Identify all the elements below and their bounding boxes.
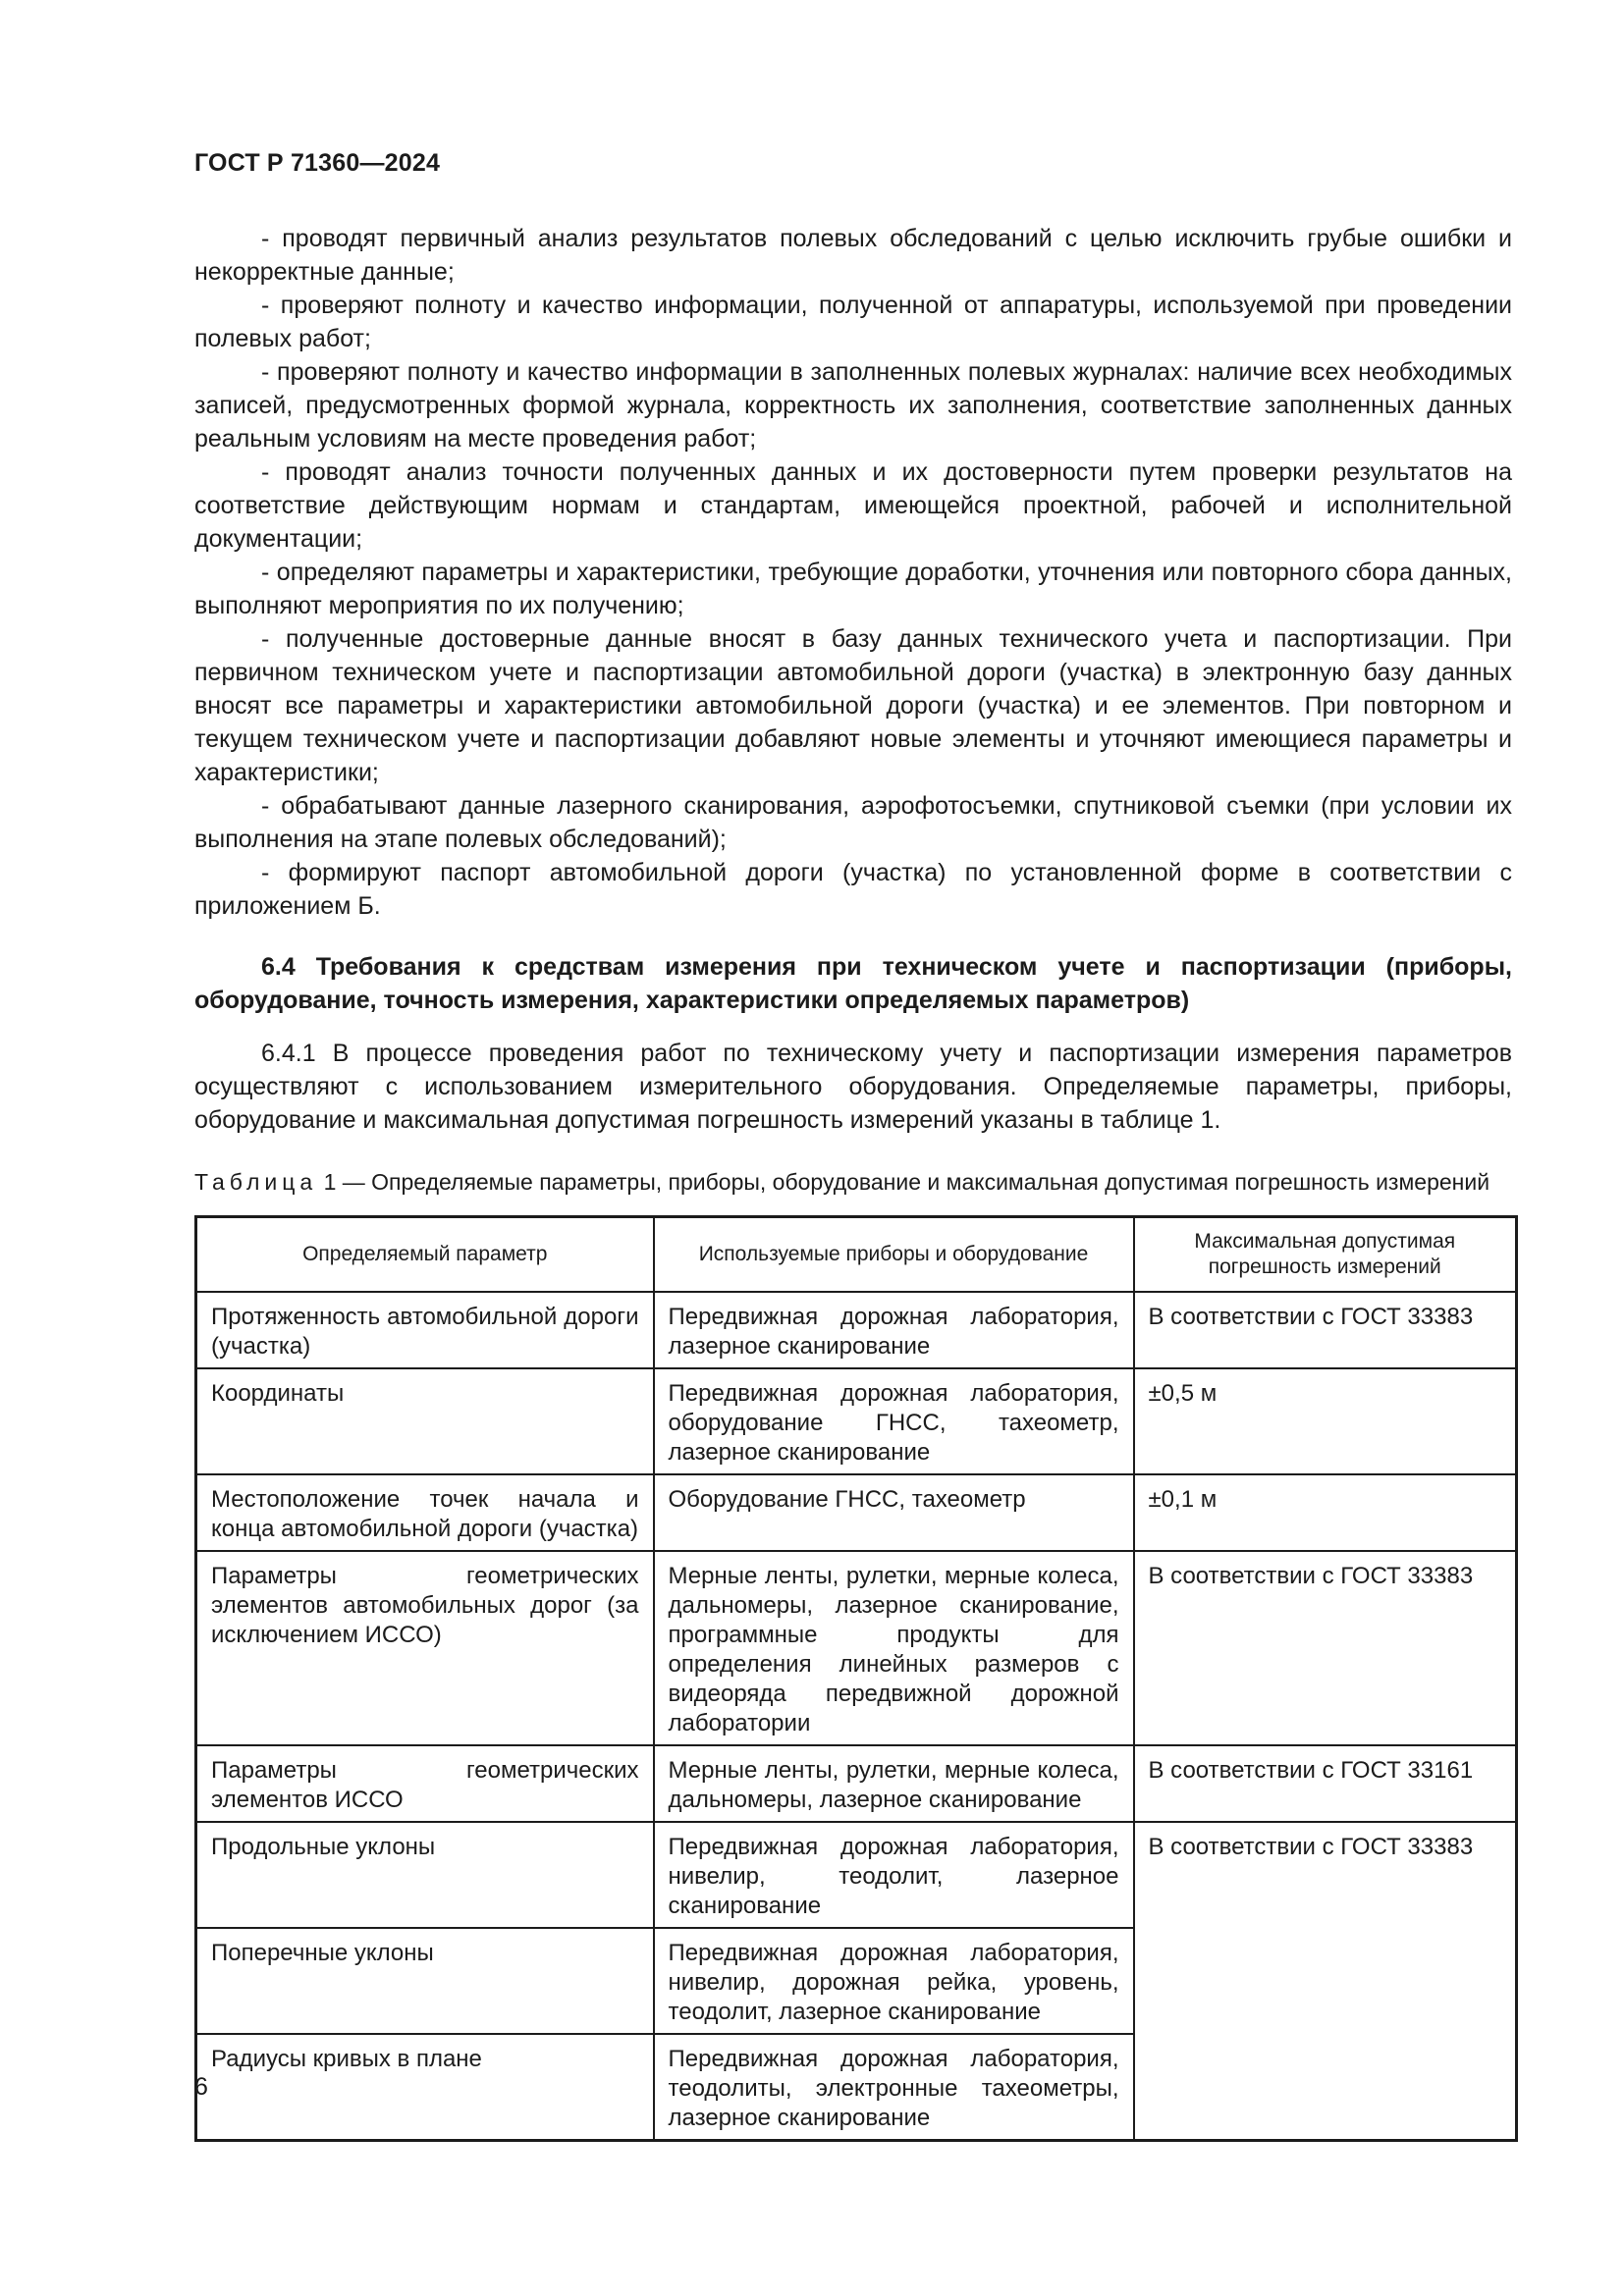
cell-equipment: Мерные ленты, рулетки, мерные колеса, дальномеры, лазерное сканирование, программные продукты для определения линейных размеров с видеоряда передвижной дорожной лаборатории bbox=[654, 1551, 1134, 1745]
cell-equipment: Оборудование ГНСС, тахеометр bbox=[654, 1474, 1134, 1551]
cell-accuracy: ±0,5 м bbox=[1134, 1368, 1517, 1474]
table-row bbox=[196, 1745, 1517, 1822]
page-number: 6 bbox=[194, 2073, 208, 2101]
table-row bbox=[196, 1368, 1517, 1474]
cell-accuracy: В соответствии с ГОСТ 33161 bbox=[1134, 1745, 1517, 1822]
list-item: - формируют паспорт автомобильной дороги (участка) по установленной форме в соответствии с приложением Б. bbox=[194, 859, 1512, 920]
cell-accuracy: ±0,1 м bbox=[1134, 1474, 1517, 1551]
document-header: ГОСТ Р 71360—2024 bbox=[194, 149, 441, 177]
list-item: - проводят первичный анализ результатов полевых обследований с целью исключить грубые ошибки и некорректные данные; bbox=[194, 225, 1512, 286]
section-heading: 6.4 Требования к средствам измерения при техническом учете и паспортизации (приборы, оборудование, точность измерения, характеристики определяемых параметров) bbox=[194, 953, 1512, 1014]
column-header-equipment: Используемые приборы и оборудование bbox=[654, 1217, 1134, 1293]
table-header-row bbox=[196, 1217, 1517, 1293]
cell-equipment: Передвижная дорожная лаборатория, нивелир, теодолит, лазерное сканирование bbox=[654, 1822, 1134, 1928]
table-caption-label: Таблица bbox=[194, 1169, 318, 1195]
cell-parameter: Координаты bbox=[196, 1368, 654, 1474]
cell-parameter: Параметры геометрических элементов ИССО bbox=[196, 1745, 654, 1822]
table-caption bbox=[194, 1168, 1512, 1196]
table-row bbox=[196, 1551, 1517, 1745]
section-paragraph: 6.4.1 В процессе проведения работ по техническому учету и паспортизации измерения параметров осуществляют с использованием измерительного оборудования. Определяемые параметры, приборы, оборудование и максимальная допустимая погрешность измерений указаны в таблице 1. bbox=[194, 1040, 1512, 1134]
list-item: - обрабатывают данные лазерного сканирования, аэрофотосъемки, спутниковой съемки (при условии их выполнения на этапе полевых обследований); bbox=[194, 792, 1512, 853]
cell-accuracy: В соответствии с ГОСТ 33383 bbox=[1134, 1551, 1517, 1745]
list-item: - проверяют полноту и качество информации в заполненных полевых журналах: наличие всех необходимых записей, предусмотренных формой журнала, корректность их заполнения, соответствие заполненных данных реальным условиям на месте проведения работ; bbox=[194, 358, 1512, 453]
cell-accuracy: В соответствии с ГОСТ 33383 bbox=[1134, 1292, 1517, 1368]
cell-parameter: Продольные уклоны bbox=[196, 1822, 654, 1928]
table-row bbox=[196, 1292, 1517, 1368]
cell-equipment: Передвижная дорожная лаборатория, нивелир, дорожная рейка, уровень, теодолит, лазерное сканирование bbox=[654, 1928, 1134, 2034]
list-item: - определяют параметры и характеристики, требующие доработки, уточнения или повторного сбора данных, выполняют мероприятия по их получению; bbox=[194, 559, 1512, 619]
column-header-parameter: Определяемый параметр bbox=[196, 1217, 654, 1293]
list-item: - проверяют полноту и качество информации, полученной от аппаратуры, используемой при проведении полевых работ; bbox=[194, 292, 1512, 352]
table-caption-text: 1 — Определяемые параметры, приборы, оборудование и максимальная допустимая погрешность измерений bbox=[323, 1169, 1490, 1195]
cell-parameter: Местоположение точек начала и конца автомобильной дороги (участка) bbox=[196, 1474, 654, 1551]
cell-parameter: Поперечные уклоны bbox=[196, 1928, 654, 2034]
cell-accuracy-merged: В соответствии с ГОСТ 33383 bbox=[1134, 1822, 1517, 2141]
procedure-list bbox=[194, 222, 1512, 923]
cell-parameter: Параметры геометрических элементов автомобильных дорог (за исключением ИССО) bbox=[196, 1551, 654, 1745]
table-row bbox=[196, 1822, 1517, 1928]
column-header-accuracy: Максимальная допустимая погрешность измерений bbox=[1134, 1217, 1517, 1293]
cell-equipment: Мерные ленты, рулетки, мерные колеса, дальномеры, лазерное сканирование bbox=[654, 1745, 1134, 1822]
cell-equipment: Передвижная дорожная лаборатория, оборудование ГНСС, тахеометр, лазерное сканирование bbox=[654, 1368, 1134, 1474]
page-content bbox=[194, 222, 1512, 2142]
list-item: - полученные достоверные данные вносят в базу данных технического учета и паспортизации. При первичном техническом учете и паспортизации автомобильной дороги (участка) в электронную базу данных вносят все параметры и характеристики автомобильной дороги (участка) и ее элементов. При повторном и текущем техническом учете и паспортизации добавляют новые элементы и уточняют имеющиеся параметры и характеристики; bbox=[194, 625, 1512, 786]
cell-equipment: Передвижная дорожная лаборатория, теодолиты, электронные тахеометры, лазерное сканирование bbox=[654, 2034, 1134, 2141]
table-row bbox=[196, 1474, 1517, 1551]
cell-parameter: Протяженность автомобильной дороги (участка) bbox=[196, 1292, 654, 1368]
cell-equipment: Передвижная дорожная лаборатория, лазерное сканирование bbox=[654, 1292, 1134, 1368]
list-item: - проводят анализ точности полученных данных и их достоверности путем проверки результатов на соответствие действующим нормам и стандартам, имеющейся проектной, рабочей и исполнительной документации; bbox=[194, 458, 1512, 553]
parameters-table bbox=[194, 1215, 1518, 2142]
cell-parameter: Радиусы кривых в плане bbox=[196, 2034, 654, 2141]
